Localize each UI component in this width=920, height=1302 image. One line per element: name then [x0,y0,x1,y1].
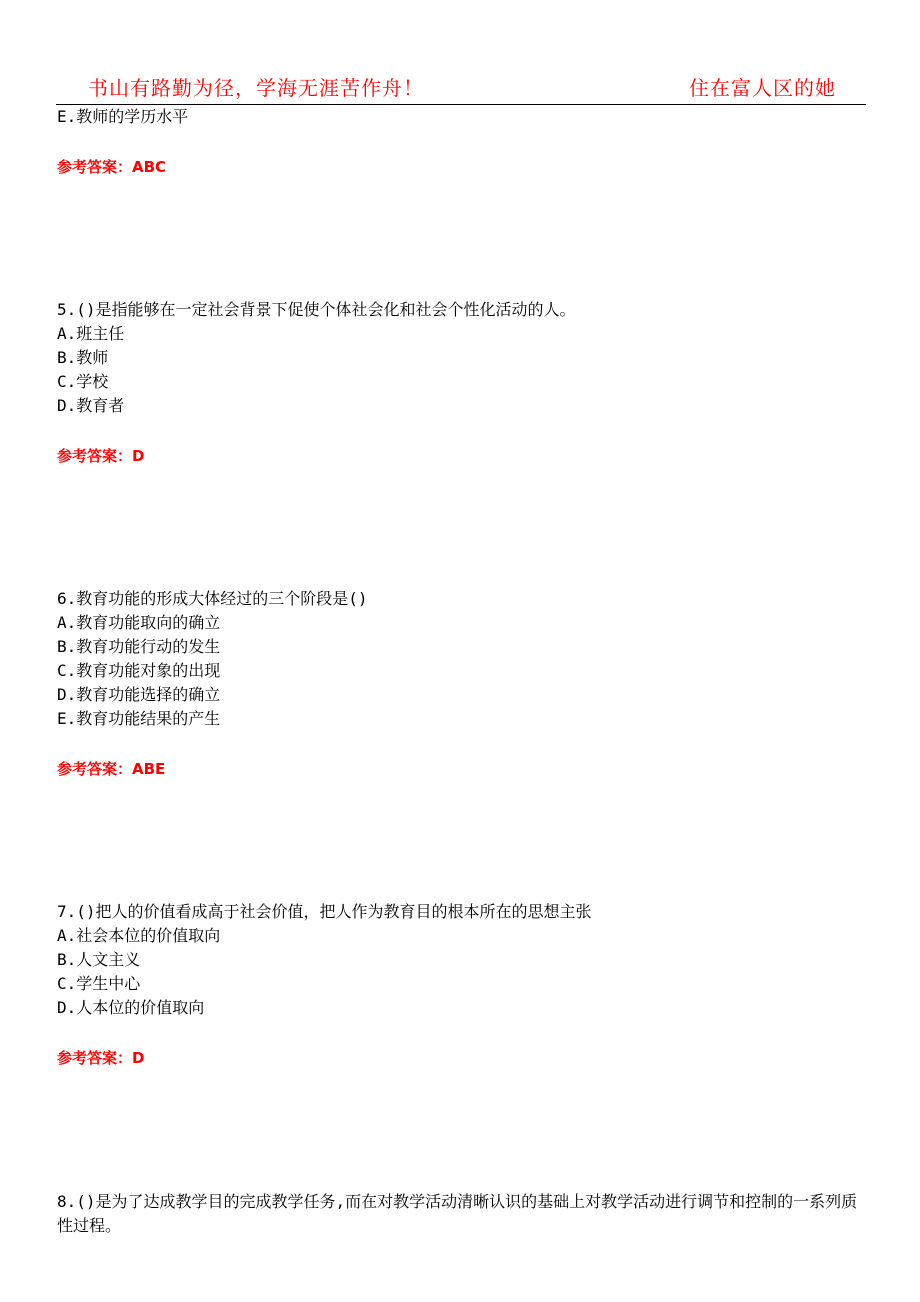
q4-answer: 参考答案：ABC [57,158,167,176]
q5-option-c: C.学校 [57,372,109,391]
q6-option-c: C.教育功能对象的出现 [57,661,221,680]
q7-option-a: A.社会本位的价值取向 [57,926,221,945]
q5-option-d: D.教育者 [57,396,125,415]
q4-option-e: E.教师的学历水平 [57,107,189,126]
q6-option-b: B.教育功能行动的发生 [57,637,221,656]
q6-answer: 参考答案：ABE [57,760,166,778]
q6-option-e: E.教育功能结果的产生 [57,709,221,728]
q7-answer: 参考答案：D [57,1049,145,1067]
header-author: 住在富人区的她 [689,76,836,100]
q7-option-b: B.人文主义 [57,950,141,969]
q5-answer: 参考答案：D [57,447,145,465]
q8-question: 8.()是为了达成教学目的完成教学任务,而在对教学活动清晰认识的基础上对教学活动进行调节和控制的一系列质性过程。 [57,1192,858,1235]
q6-option-a: A.教育功能取向的确立 [57,613,221,632]
q7-option-d: D.人本位的价值取向 [57,998,205,1017]
q7-option-c: C.学生中心 [57,974,141,993]
page-header [56,70,866,105]
q5-question: 5.()是指能够在一定社会背景下促使个体社会化和社会个性化活动的人。 [57,300,576,319]
q5-option-a: A.班主任 [57,324,125,343]
q5-option-b: B.教师 [57,348,109,367]
header-motto: 书山有路勤为径，学海无涯苦作舟！ [88,76,424,100]
q7-question: 7.()把人的价值看成高于社会价值，把人作为教育目的根本所在的思想主张 [57,902,592,921]
q6-option-d: D.教育功能选择的确立 [57,685,221,704]
q6-question: 6.教育功能的形成大体经过的三个阶段是() [57,589,368,608]
